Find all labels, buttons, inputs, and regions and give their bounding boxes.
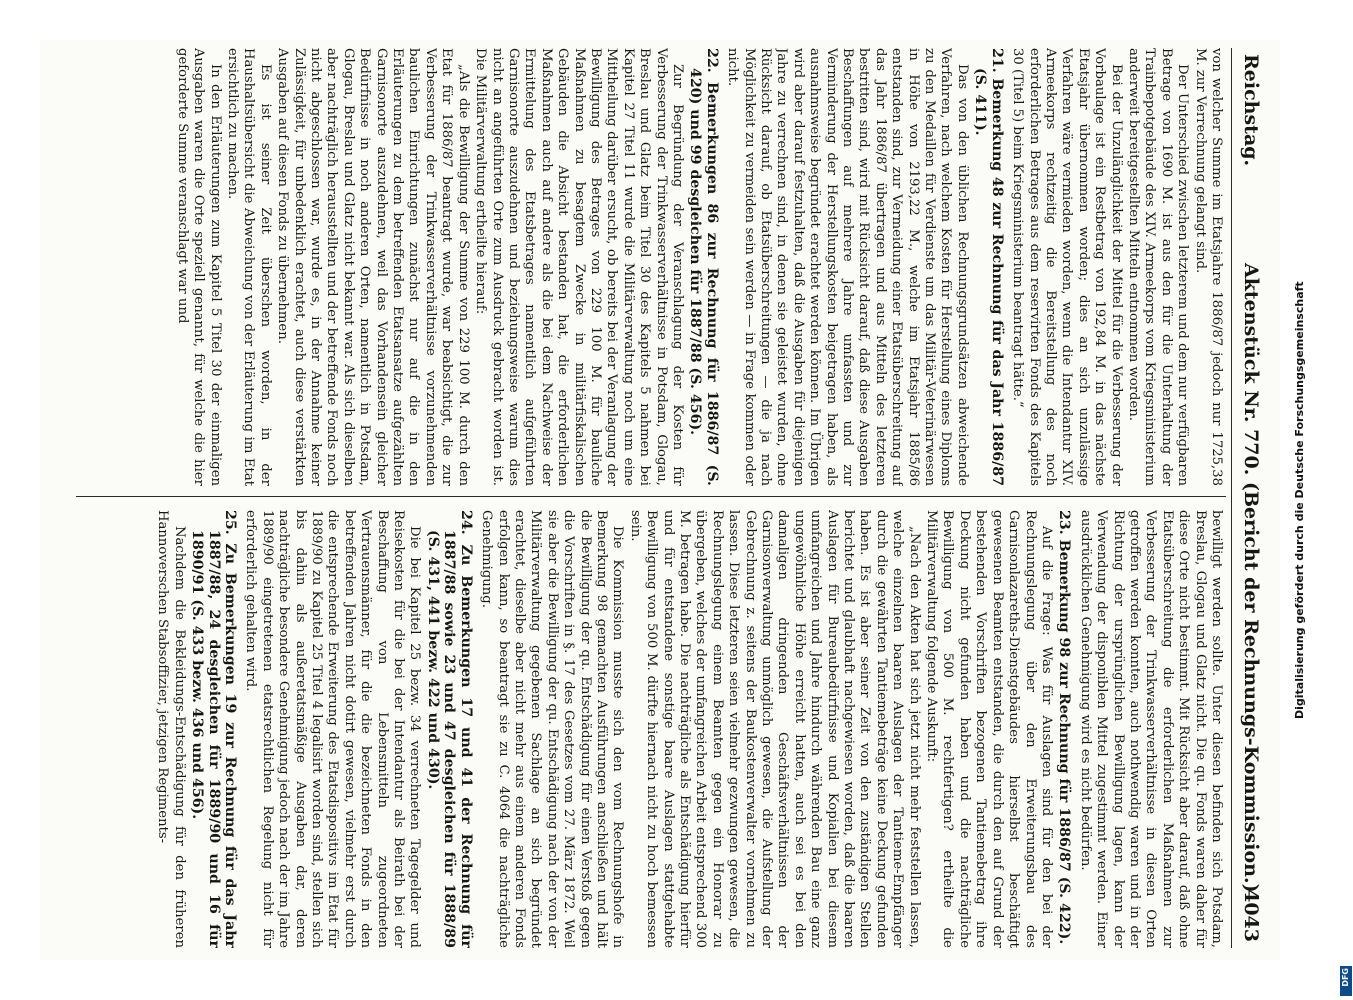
paragraph: Der Unterschied zwischen letzterem und dem nur verfügbaren Betrage von 1690 M. ist aus den für die Unterhaltung der Trainbepotgebäude des XIV. Armeekorps vom Kriegsministerium anderweit bereitgestellten Mitteln entnommen worden.: [1125, 48, 1191, 486]
paragraph: Die bei Kapitel 25 bezw. 34 verrechneten Tagegelder und Reisekosten für die bei der Intendantur als Beirath bei der Beschaffung von Lebensmitteln zugeordneten Vertrauensmänner, für die die bezeichneten Fonds in den betreffenden Jahren nicht dotirt gewesen, vielmehr erst durch die entsprechende Erweiterung des Etatsdispositivs im Etat für 1889/90 zu Kapitel 25 Titel 4 legalisirt worden sind, stellen sich bis dahin als außeretatsmäßige Ausgaben dar, deren nachträgliche besondere Genehmigung jedoch nach der im Jahre 1889/90 eingetretenen etatsrechtlichen Regelung nicht für erforderlich gehalten wird.: [243, 510, 423, 948]
scanned-page: [40, 40, 1280, 960]
left-column: [74, 48, 1224, 486]
paragraph: Nachdem die Bekleidungs-Entschädigung für den früheren Hannoverschen Stabsoffizier, jetzigen Regiments-: [155, 510, 187, 948]
paragraph: „Nach den Akten hat sich jetzt nicht mehr feststellen lassen, welche einzelnen baaren Auslagen der Tantieme-Empfänger durch die gewährten Tantiemebeträge keine Deckung gefunden haben. Es ist aber seiner Zeit von den zuständigen Stellen berichtet und glaubhaft nachgewiesen worden, daß die baaren Auslagen für Bureaubedürfnisse und Kopialien bei diesem umfangreichen und Jahre hindurch währenden Bau eine ganz ungewöhnliche Höhe erreicht hatten, auch sei es bei den damaligen dringenden Geschäftsverhältnissen der Garnisonverwaltung unmöglich gewesen, die Aufstellung der Gebrechnung z. seitens der Baukostenverwalter vornehmen zu lassen. Diese letzteren seien vielmehr gezwungen gewesen, die Rechnungslegung einem Beamten gegen ein Honorar zu übergeben, welches der umfangreichen Arbeit entsprechend 300 M. betragen habe. Die nachträgliche als Entschädigung hierfür und für entstandene sonstige baare Auslagen stattgehabte Bewilligung von 500 M. dürfte hiernach nicht zu hoch bemessen sein.: [627, 510, 922, 948]
section-heading: 22. Bemerkungen 86 zur Rechnung für 1886/87 (S. 420) und 99 desgleichen für 1887/88 (S. 456).: [687, 48, 720, 486]
paragraph: Zur Begründung der Veranschlagung der Kosten für Verbesserung der Trinkwasserverhältnisse in Potsdam, Glogau, Breslau und Glatz beim Titel 30 des Kapitels 5 nahmen bei Kapitel 27 Titel 11 wurde die Militärverwaltung noch um eine Mittheilung darüber ersucht, ob bereits bei der Veranlagung der Bewilligung des Betrages von 229 100 M. für bauliche Maßnahmen zu besagtem Zwecke in militärfiskalischen Gebäuden die Absicht bestanden hat, die erforderlichen Maßnahmen auch auf andere als die bei dem Nachweise der Ermittelung des Etatsbetrages namentlich aufgeführten Garnisonorte auszudehnen und beziehungsweise warum dies nicht an angeführten Orte zum Ausdruck gebracht worden ist. Die Militärverwaltung ertheilte hierauf:: [473, 48, 685, 486]
column-divider: [76, 496, 1226, 497]
paragraph: von welcher Summe im Etatsjahre 1886/87 jedoch nur 1725,38 M. zur Verrechnung gelangt sind.: [1192, 48, 1224, 486]
rotated-page-content: [40, 40, 1280, 960]
paragraph: bewilligt werden sollte. Unter diesen befinden sich Potsdam, Breslau, Glogau und Glatz nicht. Die qu. Fonds waren daher für diese Orte nicht bestimmt. Mit Rücksicht aber darauf, daß ohne Etatsüberschreitung die erforderlichen Maßnahmen zur Verbesserung der Trinkwasserverhältnisse in diesen Orten getroffen werden konnten, auch nothwendig waren und in der Richtung der ursprünglichen Bewilligung lagen, kann der Verwendung der disponiblen Mittel zugestimmt werden. Einer ausdrücklichen Genehmigung wird es nicht bedürfen.: [1077, 510, 1224, 948]
digitization-credit: [1293, 6, 1317, 994]
credit-text: Digitalisierung gefördert durch die Deutsche Forschungsgemeinschaft: [1293, 281, 1306, 719]
paragraph: Es ist seiner Zeit überschen worden, in der Haushaltsübersicht die Abweichung von der Erläuterung im Etat ersichtlich zu machen.: [225, 48, 273, 486]
header-left: Reichstag.: [1240, 54, 1262, 167]
paragraph: In den Erläuterungen zum Kapitel 5 Titel 30 der einmaligen Ausgaben waren die Orte speziell genannt, für welche die hier geforderte Summe veranschlagt war und: [174, 48, 223, 486]
header-center: Aktenstück Nr. 770.: [1240, 263, 1262, 476]
page-header: [1231, 48, 1266, 948]
page-number: 4043: [1240, 889, 1262, 942]
header-center-note: (Bericht der Rechnungs-Kommission.): [1240, 481, 1262, 893]
right-column: [74, 510, 1224, 948]
section-heading: 23. Bemerkung 98 zur Rechnung für 1886/87 (S. 422).: [1056, 510, 1073, 945]
paragraph: Das von den üblichen Rechnungsgrundsätzen abweichende Verfahren, nach welchem Kosten für Herstellung eines Diploms zu den Medaillen für Verdienste um das Militär-Veterinärwesen in Höhe von 2193,22 M., welche im Etatsjahr 1885/86 entstanden sind, zur Vermeidung einer Etatsüberschreitung auf das Jahr 1886/87 übertragen und aus Mitteln des letzteren bestritten sind, wird mit Rücksicht darauf, daß diese Ausgaben Beschaffungen auf mehrere Jahre umfassten und zur Verminderung der Herstellungskosten beigetragen haben, als ausnahmsweise begründet erachtet werden können. Im Übrigen wird aber darauf festzuhalten, daß die Ausgaben für diejenigen Jahre zu verrechnen sind, in denen sie geleistet wurden, ohne Rücksicht darauf, ob Etatsüberschreitungen — die ja nach Möglichkeit zu vermeiden sein werden — in Frage kommen oder nicht.: [725, 48, 970, 486]
section-heading: 24. Zu Bemerkungen 17 und 41 der Rechnung für 1887/88 sowie 23 und 47 desgleichen für 1888/89 (S. 431, 441 bezw. 422 und 430).: [424, 510, 474, 948]
section-heading: 21. Bemerkung 48 zur Rechnung für das Jahr 1886/87 (S. 411).: [972, 48, 1005, 486]
paragraph: Auf die Frage: Was für Auslagen sind für den bei der Rechnungslegung über den Erweiterungsbau des Garnisonlazareths-Dienstgebäudes hierselbst beschäftigt gewesenen Beamten entstanden, die durch den auf Grund der bestehenden Vorschriften bezogenen Tantiemebetrag ihre Deckung nicht gefunden haben und die nachträgliche Bewilligung von 500 M. rechtfertigen? ertheilte die Militärverwaltung folgende Auskunft:: [924, 510, 1054, 948]
paragraph: Die Kommission musste sich den vom Rechnungshofe in Bemerkung 98 gemachten Ausführungen anschließen und hält die Bewilligung der qu. Entschädigung für einen Verstoß gegen die Vorschriften in §. 17 des Gesetzes vom 27. März 1872. Weil sie aber die Bewilligung der qu. Entschädigung nach der von der Militärverwaltung gegebenen Sachlage an sich begründet erachtet, dieselbe aber nicht mehr aus einem anderen Fonds erfolgen kann, so beantragt sie zu C. 4064 die nachträgliche Genehmigung.: [479, 510, 626, 948]
section-heading: 25. Zu Bemerkungen 19 zur Rechnung für das Jahr 1887/88, 24 desgleichen für 1889/90 und 16 für 1890/91 (S. 433 bezw. 436 und 456).: [189, 510, 239, 948]
header-title: [1240, 263, 1262, 893]
paragraph: Bei der Unzulänglichkeit der Mittel für die Verbesserung der Vorbaulage ist ein Restbetrag von 192,84 M. in das nächste Etatsjahr übernommen worden; dies an sich unzulässige Verfahren wäre vermieden worden, wenn die Intendantur XIV. Armeekorps rechtzeitig die Bereitstellung des noch erforderlichen Betrages aus dem reservirten Fonds des Kapitels 30 (Titel 5) beim Kriegsministerium beantragt hätte.“: [1010, 48, 1124, 486]
paragraph: „Als die Bewilligung der Summe von 229 100 M. durch den Etat für 1886/87 beantragt wurde, war beabsichtigt, die zur Verbesserung der Trinkwasserverhältnisse vorzunehmenden baulichen Einrichtungen zunächst nur auf die in den Erläuterungen zu dem betreffenden Etatsansatze aufgezählten Garnisonorte auszudehnen, weil das Vorhandensein gleicher Bedürfnisse in noch anderen Orten, namentlich in Potsdam, Glogau, Breslau und Glatz nicht bekannt war. Als sich dieselben aber nachträglich herausstellten und der betreffende Fonds noch nicht abgeschlossen war, wurde es, in der Annahme keiner Zulässigkeit, für unbedenklich erachtet, auch diese verstärkten Ausgaben auf diesen Fonds zu übernehmen.: [275, 48, 471, 486]
dfg-logo-text: DFG: [1341, 968, 1350, 987]
dfg-logo: [1340, 966, 1352, 996]
